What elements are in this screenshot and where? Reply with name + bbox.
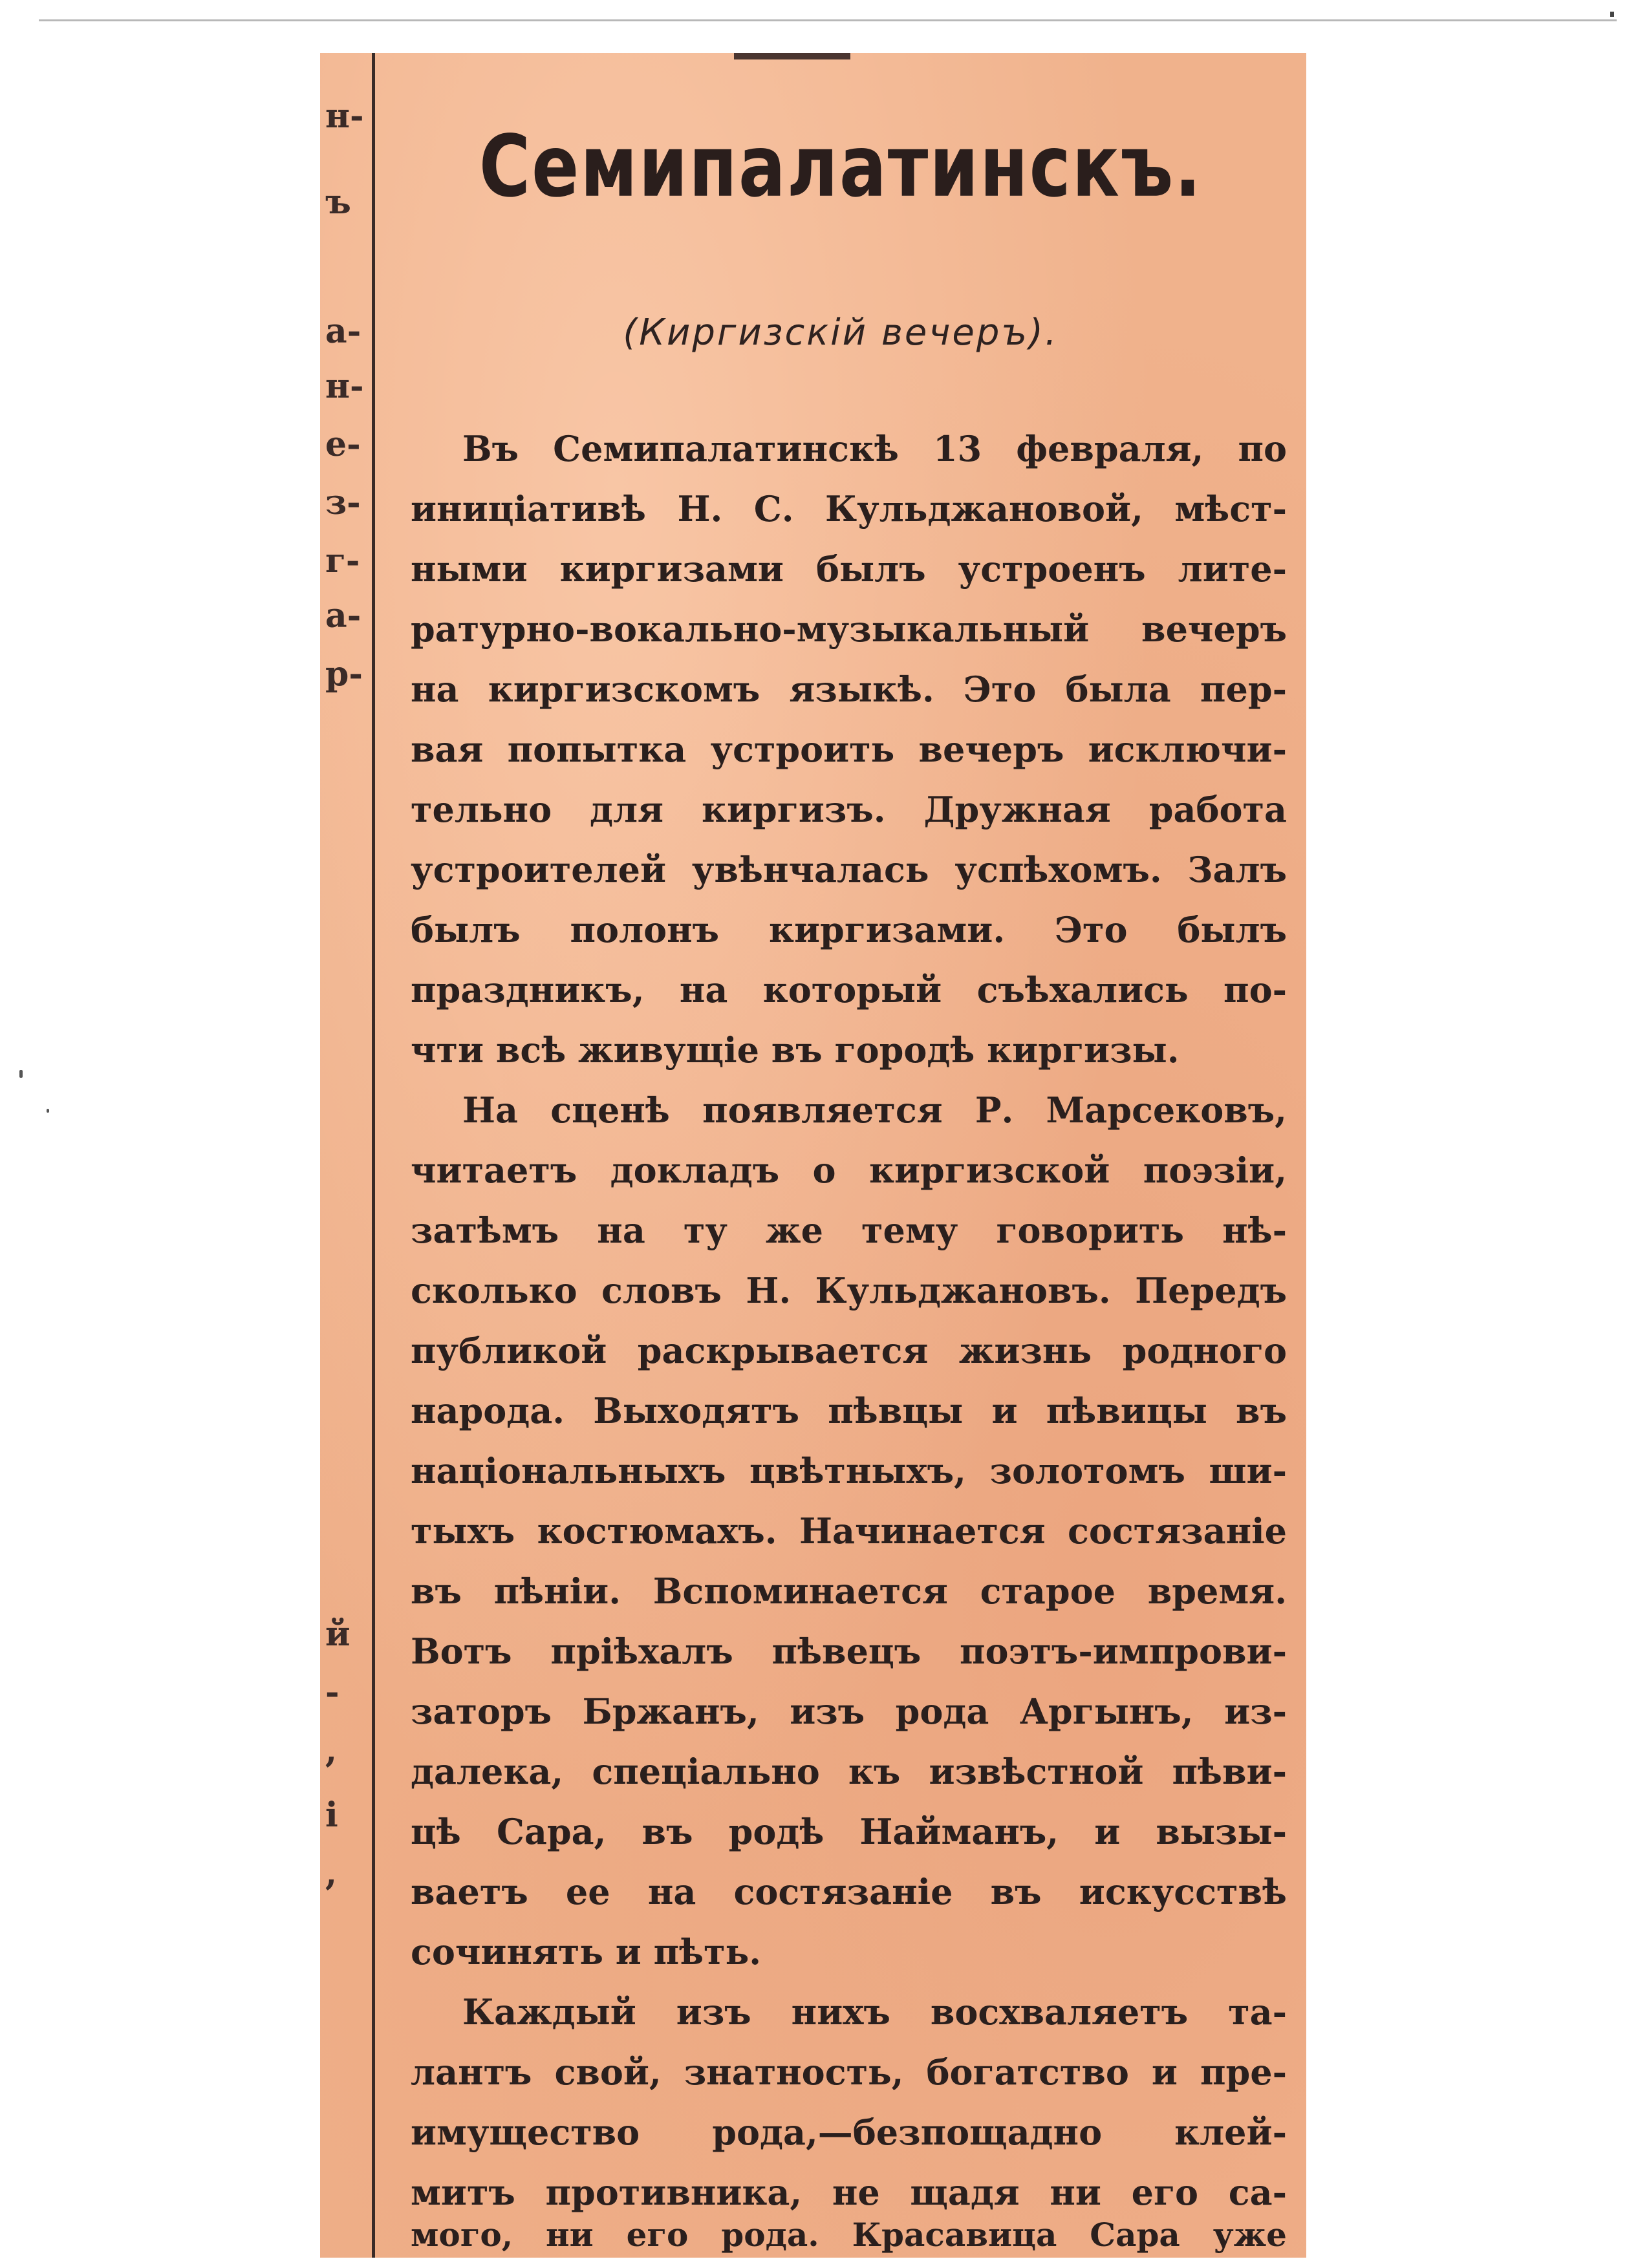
- text-line: Каждый изъ нихъ восхваляетъ та-: [462, 1991, 1287, 2033]
- fragment: ъ: [325, 182, 351, 222]
- fragment: й: [325, 1614, 350, 1654]
- fragment: ,: [325, 1854, 338, 1893]
- text-line: вая попытка устроить вечеръ исключи-: [411, 729, 1287, 770]
- fragment: а-: [325, 596, 361, 636]
- fragment: е-: [325, 425, 361, 464]
- text-line: иниціативѣ Н. С. Кульджановой, мѣст-: [411, 488, 1287, 530]
- text-line: имущество рода,—безпощадно клей-: [411, 2112, 1287, 2153]
- scan-dust-speck: [47, 1109, 49, 1113]
- text-line: затѣмъ на ту же тему говорить нѣ-: [411, 1210, 1287, 1251]
- text-line: на киргизскомъ языкѣ. Это была пер-: [411, 669, 1287, 710]
- text-line: лантъ свой, знатность, богатство и пре-: [411, 2051, 1287, 2093]
- text-line: ными киргизами былъ устроенъ лите-: [411, 548, 1287, 590]
- text-line: устроителей увѣнчалась успѣхомъ. Залъ: [411, 849, 1287, 890]
- text-line: народа. Выходятъ пѣвцы и пѣвицы въ: [411, 1390, 1287, 1431]
- text-line: сочинять и пѣть.: [411, 1931, 762, 1973]
- fragment: і: [325, 1795, 338, 1835]
- text-line: чти всѣ живущіе въ городѣ киргизы.: [411, 1029, 1180, 1071]
- text-line: ваетъ ее на состязаніе въ искусствѣ: [411, 1871, 1287, 1912]
- text-line: далека, спеціально къ извѣстной пѣви-: [411, 1751, 1287, 1792]
- text-line: національныхъ цвѣтныхъ, золотомъ ши-: [411, 1450, 1287, 1492]
- adjacent-column-fragments: [325, 53, 368, 2258]
- fragment: з-: [325, 483, 361, 522]
- article-subtitle: (Киргизскiй вечеръ).: [623, 312, 1059, 354]
- text-line: ратурно-вокально-музыкальный вечеръ: [411, 608, 1287, 650]
- article-headline: Семипалатинскъ.: [479, 118, 1203, 217]
- text-line: въ пѣніи. Вспоминается старое время.: [411, 1570, 1287, 1612]
- fragment: н-: [325, 96, 364, 136]
- text-line: цѣ Сара, въ родѣ Найманъ, и вызы-: [411, 1811, 1287, 1852]
- scan-edge-mark: [1610, 12, 1614, 17]
- text-line: тыхъ костюмахъ. Начинается состязаніе: [411, 1510, 1287, 1552]
- text-line: мого, ни его рода. Красавица Сара уже: [411, 2216, 1287, 2254]
- text-line: сколько словъ Н. Кульджановъ. Передъ: [411, 1270, 1287, 1311]
- text-line: Вотъ пріѣхалъ пѣвецъ поэтъ-импрови-: [411, 1631, 1287, 1672]
- fragment: а-: [325, 312, 361, 351]
- newspaper-clipping: [320, 53, 1306, 2258]
- text-line: былъ полонъ киргизами. Это былъ: [411, 909, 1287, 950]
- fragment: -: [325, 1673, 339, 1712]
- fragment: ,: [325, 1731, 338, 1770]
- scan-border-line: [39, 19, 1617, 21]
- text-line: праздникъ, на который съѣхались по-: [411, 969, 1287, 1011]
- column-rule: [372, 53, 375, 2258]
- text-line: заторъ Бржанъ, изъ рода Аргынъ, из-: [411, 1691, 1287, 1732]
- text-line: публикой раскрывается жизнь родного: [411, 1330, 1287, 1371]
- text-line: На сценѣ появляется Р. Марсековъ,: [462, 1089, 1287, 1131]
- text-line: читаетъ докладъ о киргизской поэзіи,: [411, 1150, 1287, 1191]
- text-line: Въ Семипалатинскѣ 13 февраля, по: [462, 428, 1287, 469]
- text-line: тельно для киргизъ. Дружная работа: [411, 789, 1287, 830]
- fragment: р-: [325, 654, 363, 694]
- text-line: митъ противника, не щадя ни его са-: [411, 2172, 1287, 2213]
- article: [385, 53, 1297, 2258]
- scan-dust-speck: [19, 1070, 23, 1078]
- fragment: н-: [325, 367, 364, 406]
- fragment: г-: [325, 541, 360, 581]
